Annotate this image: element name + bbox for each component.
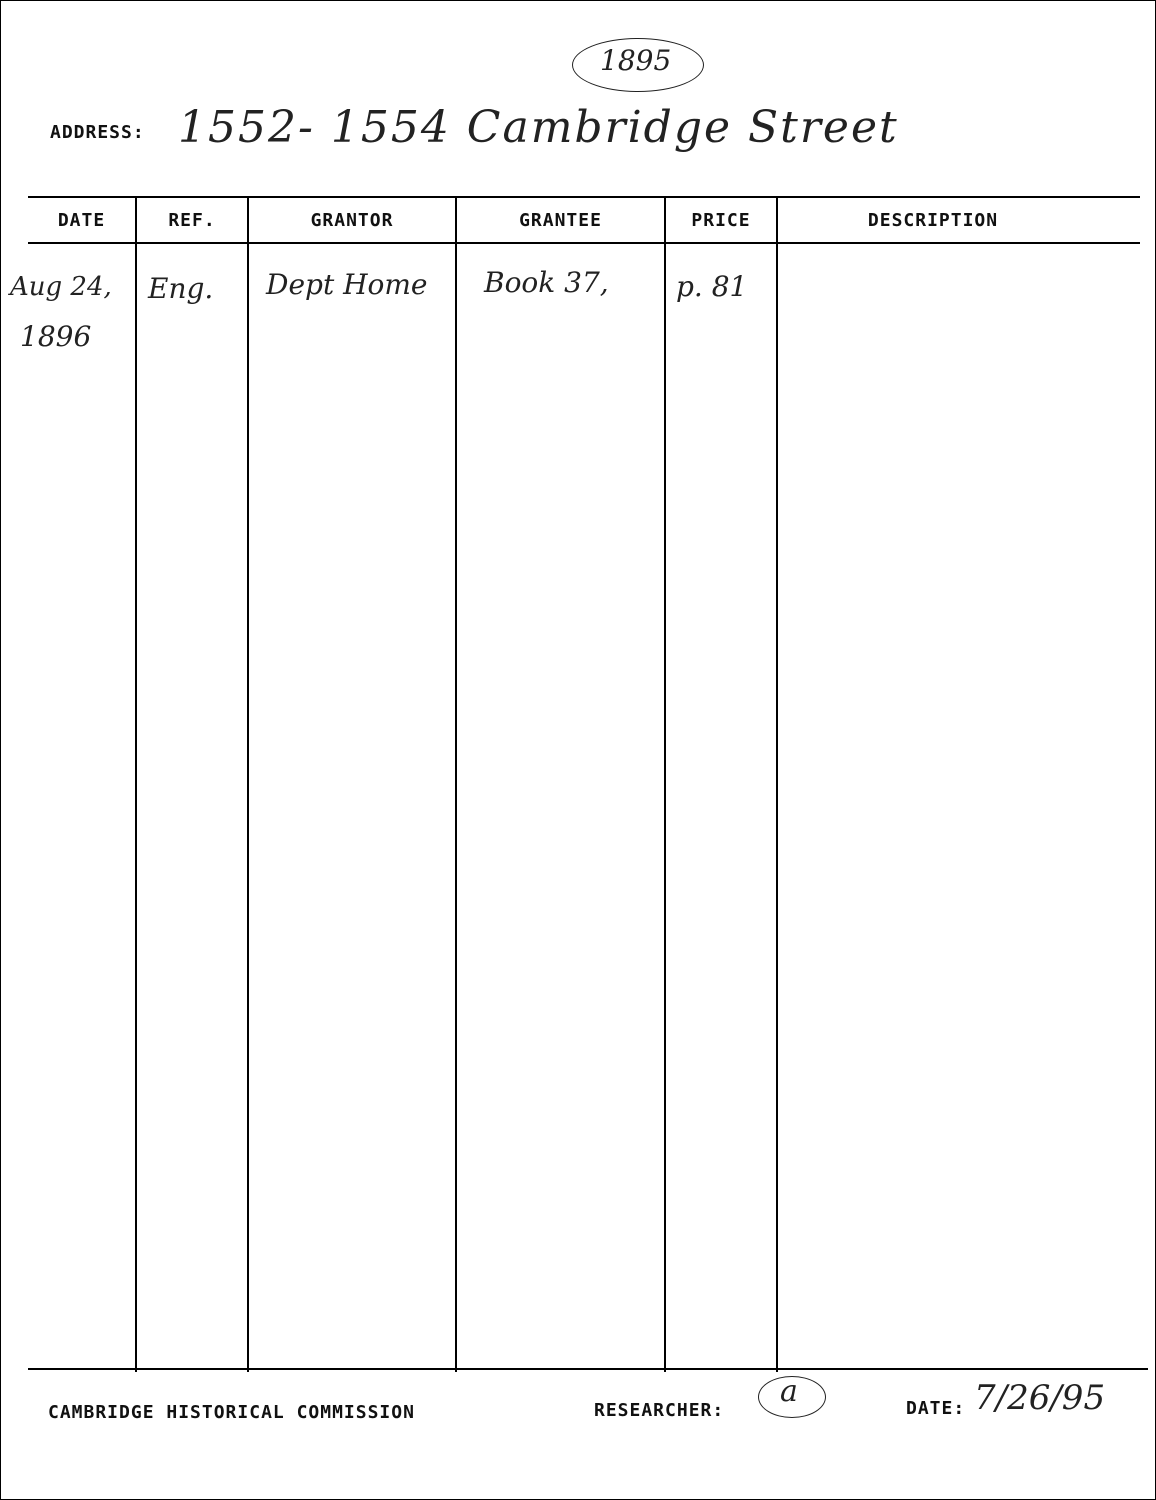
row-date-line2: 1896 <box>20 320 92 353</box>
row-date-line1: Aug 24, <box>10 272 112 302</box>
researcher-label: RESEARCHER: <box>594 1400 725 1421</box>
table-top-rule <box>28 196 1140 198</box>
column-divider-5 <box>776 196 778 1372</box>
column-header-price: PRICE <box>691 210 751 231</box>
date-value: 7/26/95 <box>974 1378 1106 1418</box>
column-header-grantee: GRANTEE <box>519 210 602 231</box>
commission-name: CAMBRIDGE HISTORICAL COMMISSION <box>48 1402 415 1423</box>
table-bottom-rule <box>28 1368 1148 1370</box>
column-header-date: DATE <box>57 210 106 231</box>
row-grantor: Dept Home <box>266 268 428 301</box>
column-divider-3 <box>455 196 457 1372</box>
column-header-description: DESCRIPTION <box>867 210 999 231</box>
row-ref: Eng. <box>148 272 214 305</box>
table-header-rule <box>28 242 1140 244</box>
year-circled: 1895 <box>600 44 672 77</box>
column-divider-1 <box>135 196 137 1372</box>
column-divider-2 <box>247 196 249 1372</box>
column-header-grantor: GRANTOR <box>310 210 394 231</box>
address-value: 1552- 1554 Cambridge Street <box>178 102 899 153</box>
address-label: ADDRESS: <box>50 122 145 143</box>
date-label: DATE: <box>906 1398 966 1419</box>
researcher-initials: a <box>780 1374 798 1409</box>
row-grantee: Book 37, <box>484 266 609 299</box>
column-header-ref: REF. <box>168 210 216 231</box>
column-divider-4 <box>664 196 666 1372</box>
row-price: p. 81 <box>676 270 748 303</box>
